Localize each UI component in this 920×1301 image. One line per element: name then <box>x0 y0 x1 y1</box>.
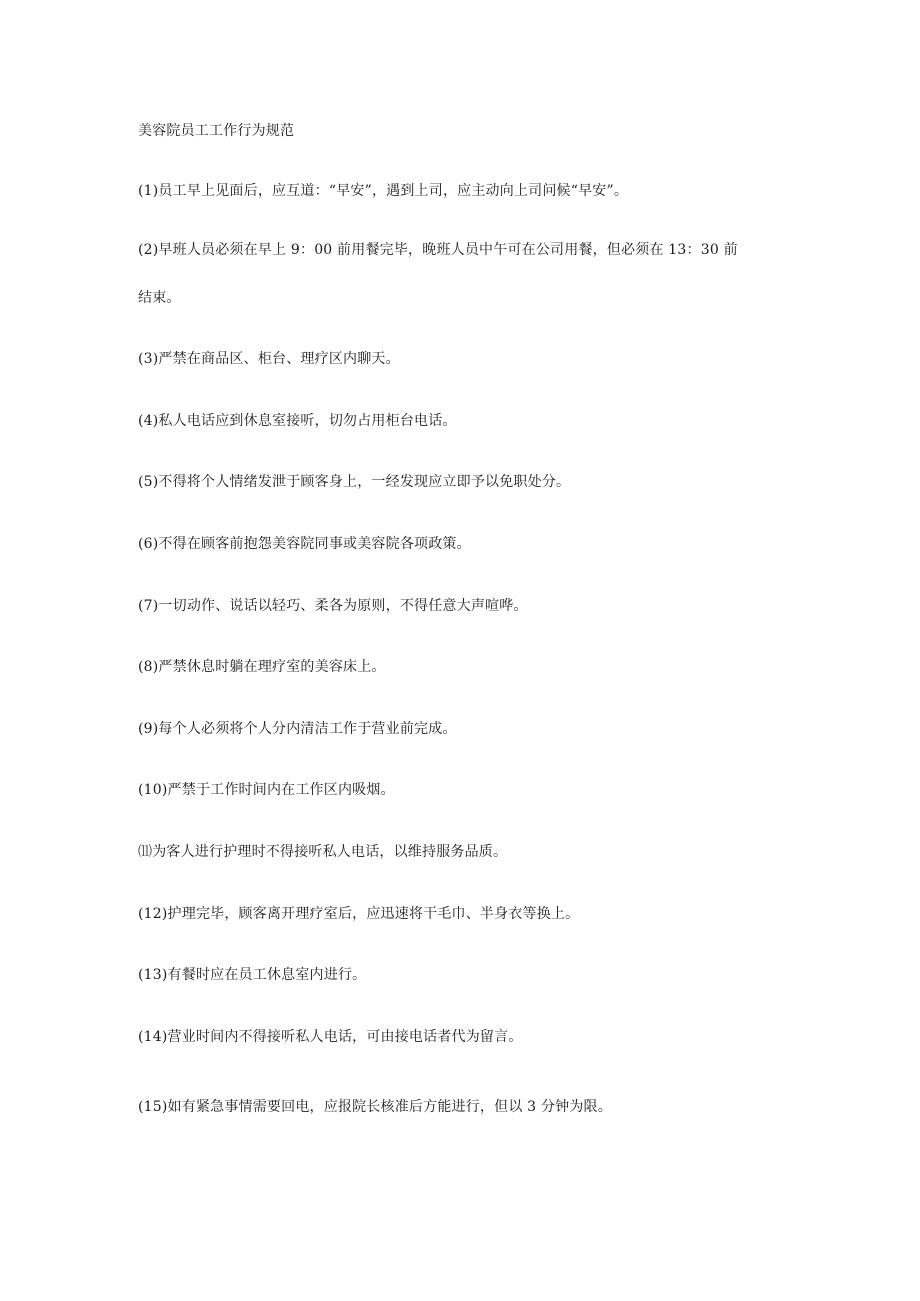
rule-2: (2)早班人员必须在早上 9：00 前用餐完毕，晚班人员中午可在公司用餐，但必须在 13：30 前 <box>138 242 738 258</box>
rule-5: (5)不得将个人情绪发泄于顾客身上，一经发现应立即予以免职处分。 <box>138 474 571 490</box>
rule-14: (14)营业时间内不得接听私人电话，可由接电话者代为留言。 <box>138 1029 523 1045</box>
rule-7: (7)一切动作、说话以轻巧、柔各为原则，不得任意大声喧哗。 <box>138 598 528 614</box>
rule-9: (9)每个人必须将个人分内清洁工作于营业前完成。 <box>138 721 457 737</box>
rule-1: (1)员工早上见面后，应互道：“早安”，遇到上司，应主动向上司问候“早安”。 <box>138 183 629 199</box>
rule-2-continued: 结束。 <box>138 290 181 306</box>
rule-4: (4)私人电话应到休息室接听，切勿占用柜台电话。 <box>138 413 457 429</box>
rule-6: (6)不得在顾客前抱怨美容院同事或美容院各项政策。 <box>138 536 471 552</box>
rule-8: (8)严禁休息时躺在理疗室的美容床上。 <box>138 659 386 675</box>
rule-10: (10)严禁于工作时间内在工作区内吸烟。 <box>138 782 395 798</box>
rule-15: (15)如有紧急事情需要回电，应报院长核准后方能进行，但以 3 分钟为限。 <box>138 1099 612 1115</box>
document-title: 美容院员工工作行为规范 <box>138 123 295 139</box>
rule-12: (12)护理完毕，顾客离开理疗室后，应迅速将干毛巾、半身衣等换上。 <box>138 906 580 922</box>
rule-11: ⑾为客人进行护理时不得接听私人电话，以维持服务品质。 <box>138 844 508 860</box>
rule-3: (3)严禁在商品区、柜台、理疗区内聊天。 <box>138 351 400 367</box>
rule-13: (13)有餐时应在员工休息室内进行。 <box>138 967 367 983</box>
